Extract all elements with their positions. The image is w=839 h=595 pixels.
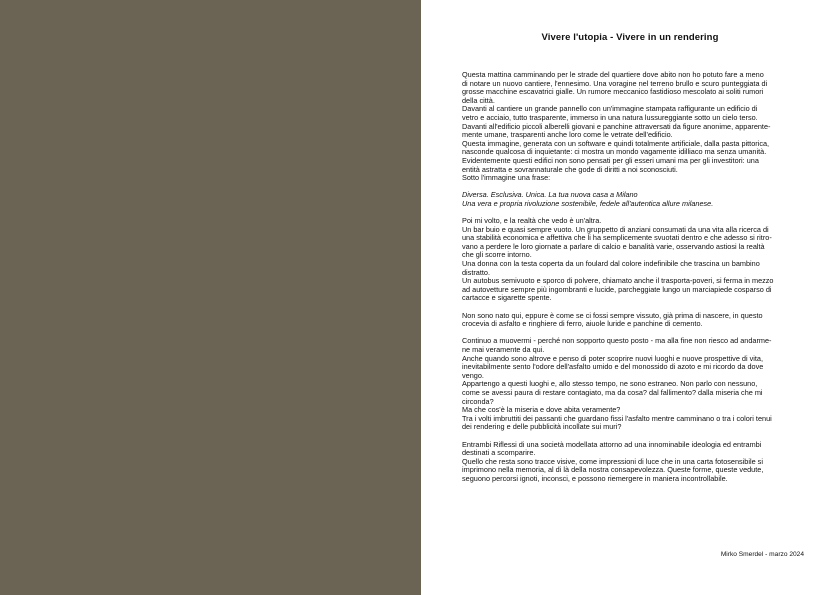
text-line: ad autovetture sempre più ingombranti e lucide, parcheggiate lungo un marciapiede cosparso di bbox=[462, 284, 772, 294]
text-line: di notare un nuovo cantiere, l'ennesimo. Una voragine nel terreno brullo e scuro punteggiata di bbox=[462, 78, 768, 88]
text-line: Questa immagine, generata con un software e quindi totalmente artificiale, dalla pasta pittorica, bbox=[462, 138, 770, 148]
text-line: nasconde qualcosa di inquietante: ci mostra un mondo vagamente idilliaco ma senza umanità. bbox=[462, 147, 767, 157]
text-line: Davanti al cantiere un grande pannello con un'immagine stampata raffigurante un edificio di bbox=[462, 104, 758, 114]
text-line: cartacce e sigarette spente. bbox=[462, 293, 552, 303]
text-line: una stabilità economica e affettiva che li ha semplicemente svuotati dentro e che adesso si ritro- bbox=[462, 233, 772, 243]
text-line: grosse macchine escavatrici gialle. Un rumore meccanico fastidioso mescolato ai soliti rumori bbox=[462, 87, 764, 97]
paragraph bbox=[462, 71, 808, 183]
text-line: Quello che resta sono tracce visive, come impressioni di luce che in una carta fotosensibile si bbox=[462, 456, 763, 466]
text-line: Ma che cos'è la miseria e dove abita veramente? bbox=[462, 405, 621, 415]
paragraph bbox=[462, 441, 808, 484]
text-line: imprimono nella memoria, al di là della nostra consapevolezza. Queste forme, queste vedute, bbox=[462, 465, 764, 475]
text-line: entità astratta e sovrannaturale che gode di diritti a noi sconosciuti. bbox=[462, 164, 678, 174]
text-line: destinati a scomparire. bbox=[462, 448, 536, 458]
text-line: distratto. bbox=[462, 267, 490, 277]
paragraph bbox=[462, 312, 808, 329]
text-line: Una vera e propria rivoluzione sostenibile, fedele all'autentica allure milanese. bbox=[462, 198, 714, 208]
text-line: come se avessi paura di restare contagiato, ma da cosa? dal fallimento? dalla miseria che mi bbox=[462, 387, 763, 397]
text-line: inevitabilmente sento l'odore dell'asfalto umido e del monossido di azoto e mi ricordo da dove bbox=[462, 362, 764, 372]
text-line: mente umane, trasparenti anche loro come le vetrate dell'edificio. bbox=[462, 130, 673, 140]
text-line: crocevia di asfalto e ringhiere di ferro, aiuole luride e panchine di cemento. bbox=[462, 319, 703, 329]
text-line: vengo. bbox=[462, 370, 484, 380]
text-line: Un bar buio e quasi sempre vuoto. Un gruppetto di anziani consumati da una vita alla ricerca di bbox=[462, 224, 769, 234]
text-line: Tra i volti imbruttiti dei passanti che guardano fissi l'asfalto mentre camminano o tra i colori tenui bbox=[462, 413, 772, 423]
text-line: Poi mi volto, e la realtà che vedo è un'altra. bbox=[462, 216, 602, 226]
text-line: Sotto l'immagine una frase: bbox=[462, 173, 551, 183]
text-line: della città. bbox=[462, 95, 495, 105]
paragraph bbox=[462, 217, 808, 303]
text-line: Anche quando sono altrove e penso di poter scoprire nuovi luoghi e nuove prospettive di vita, bbox=[462, 353, 763, 363]
text-line: ne mai veramente da qui. bbox=[462, 345, 545, 354]
text-line: Appartengo a questi luoghi e, allo stesso tempo, ne sono estraneo. Non parlo con nessuno, bbox=[462, 379, 758, 389]
text-line: Davanti all'edificio piccoli alberelli giovani e panchine attraversati da figure anonime, apparente- bbox=[462, 121, 771, 131]
text-line: circonda? bbox=[462, 396, 494, 406]
text-line: Un autobus semivuoto e sporco di polvere, chiamato anche il trasporta-poveri, si ferma in mezzo bbox=[462, 276, 774, 286]
text-line: Continuo a muovermi - perché non sopporto questo posto - ma alla fine non riesco ad andarme- bbox=[462, 336, 772, 346]
text-line: seguono percorsi ignoti, inconsci, e possono riemergere in maniera incontrollabile. bbox=[462, 473, 728, 483]
paragraph bbox=[462, 337, 808, 432]
document-title: Vivere l'utopia - Vivere in un rendering bbox=[541, 32, 719, 43]
text-line: vetro e acciaio, tutto trasparente, immerso in una natura lussureggiante sotto un cielo terso. bbox=[462, 112, 758, 122]
text-line: Entrambi Riflessi di una società modellata attorno ad una innominabile ideologia ed entrambi bbox=[462, 439, 762, 449]
text-line: Diversa. Esclusiva. Unica. La tua nuova casa a Milano bbox=[462, 190, 638, 200]
text-line: Evidentemente questi edifici non sono pensati per gli esseri umani ma per gli investitori: una bbox=[462, 155, 759, 165]
italic-quote-paragraph bbox=[462, 191, 808, 208]
body-text bbox=[462, 71, 808, 492]
text-line: Questa mattina camminando per le strade del quartiere dove abito non ho potuto fare a meno bbox=[462, 70, 764, 79]
text-page bbox=[421, 0, 839, 595]
text-line: Non sono nato qui, eppure è come se ci fossi sempre vissuto, già prima di nascere, in questo bbox=[462, 310, 763, 320]
text-line: dei rendering e delle pubblicità incollate sui muri? bbox=[462, 422, 622, 432]
text-line: vano a perdere le loro giornate a parlare di calcio e banalità varie, osservando astiosi la realtà bbox=[462, 241, 765, 251]
text-line: Una donna con la testa coperta da un foulard dal colore indefinibile che trascina un bambino bbox=[462, 259, 760, 269]
text-line: che gli scorre intorno. bbox=[462, 250, 532, 260]
signature: Mirko Smerdel - marzo 2024 bbox=[720, 551, 804, 558]
